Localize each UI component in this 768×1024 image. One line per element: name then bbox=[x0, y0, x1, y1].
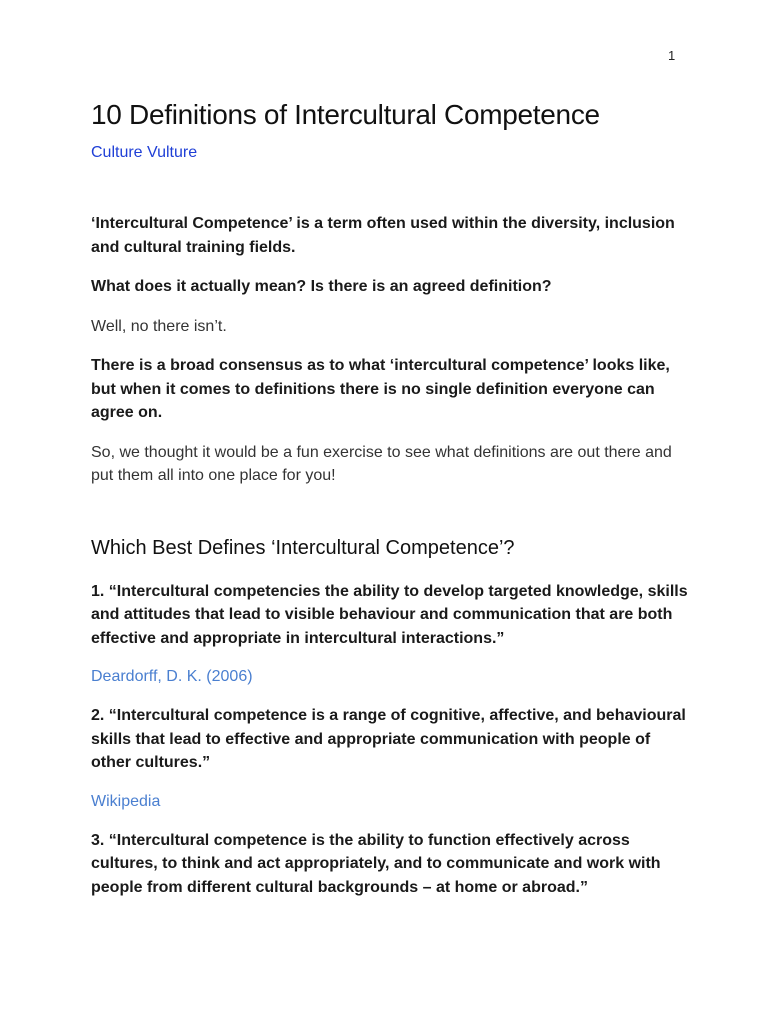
page-number: 1 bbox=[668, 48, 676, 63]
definition-2-source-link[interactable]: Wikipedia bbox=[91, 792, 161, 810]
definition-1-source-link[interactable]: Deardorff, D. K. (2006) bbox=[91, 668, 253, 685]
definition-3: 3. “Intercultural competence is the ability to function effectively across cultures, to think and act appropriately, and to communicate and work with people from different cultural backgrounds – at home or abroad.” bbox=[91, 831, 661, 896]
document-body bbox=[91, 96, 691, 899]
answer-paragraph: Well, no there isn’t. bbox=[91, 317, 227, 335]
definition-2: 2. “Intercultural competence is a range of cognitive, affective, and behavioural skills that lead to effective and appropriate communication with people of other cultures.” bbox=[91, 707, 686, 771]
consensus-paragraph: There is a broad consensus as to what ‘intercultural competence’ looks like, but when it comes to definitions there is no single definition everyone can agree on. bbox=[91, 357, 670, 421]
byline-link[interactable]: Culture Vulture bbox=[91, 144, 198, 161]
intro-paragraph: ‘Intercultural Competence’ is a term often used within the diversity, inclusion and cultural training fields. bbox=[91, 215, 675, 256]
question-paragraph: What does it actually mean? Is there is an agreed definition? bbox=[91, 278, 552, 295]
section-heading: Which Best Defines ‘Intercultural Competence’? bbox=[91, 536, 515, 559]
definition-1: 1. “Intercultural competencies the ability to develop targeted knowledge, skills and attitudes that lead to visible behaviour and communication that are both effective and appropriate in intercultural interactions.” bbox=[91, 582, 688, 647]
exercise-paragraph: So, we thought it would be a fun exercise to see what definitions are out there and put them all into one place for you! bbox=[91, 443, 672, 484]
page-title: 10 Definitions of Intercultural Competence bbox=[91, 99, 600, 130]
